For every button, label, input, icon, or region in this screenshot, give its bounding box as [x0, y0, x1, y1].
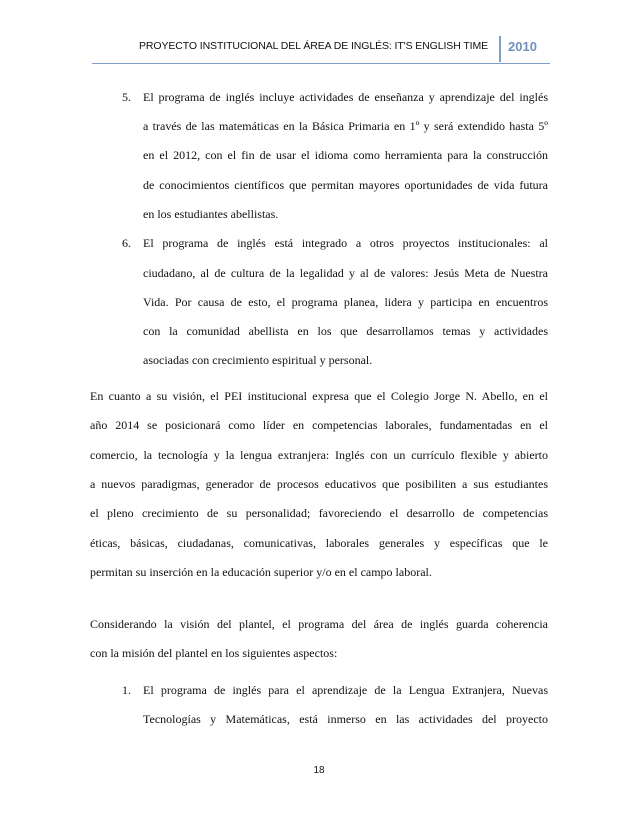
paragraph-line: En cuanto a su visión, el PEI institucional expresa que el Colegio Jorge N. Abello, en el: [90, 389, 548, 403]
list-item-line: Tecnologías y Matemáticas, está inmerso en las actividades del proyecto: [143, 712, 548, 726]
list-item-line: en los estudiantes abellistas.: [143, 207, 279, 221]
list-item-number: 5.: [122, 90, 131, 104]
list-item-number: 6.: [122, 236, 131, 250]
paragraph-line: a nuevos paradigmas, generador de procesos educativos que posibiliten a sus estudiantes: [90, 477, 548, 491]
paragraph-line: año 2014 se posicionará como líder en competencias laborales, fundamentadas en el: [90, 418, 548, 432]
paragraph-line: permitan su inserción en la educación superior y/o en el campo laboral.: [90, 565, 432, 579]
header-year: 2010: [508, 39, 537, 54]
paragraph-line: comercio, la tecnología y la lengua extranjera: Inglés con un currículo flexible y abierto: [90, 448, 548, 462]
paragraph-line: éticas, básicas, ciudadanas, comunicativas, laborales generales y específicas que le: [90, 536, 548, 550]
list-item-line: en el 2012, con el fin de usar el idioma como herramienta para la construcción: [143, 148, 548, 162]
list-item-line: asociadas con crecimiento espiritual y personal.: [143, 353, 373, 367]
list-item-line: El programa de inglés incluye actividades de enseñanza y aprendizaje del inglés: [143, 90, 548, 104]
list-item-line: ciudadano, al de cultura de la legalidad y al de valores: Jesús Meta de Nuestra: [143, 266, 548, 280]
paragraph-line: Considerando la visión del plantel, el programa del área de inglés guarda coherencia: [90, 617, 548, 631]
list-item-line: a través de las matemáticas en la Básica Primaria en 1º y será extendido hasta 5º: [143, 119, 548, 133]
list-item-line: El programa de inglés para el aprendizaje de la Lengua Extranjera, Nuevas: [143, 683, 548, 697]
header-title: PROYECTO INSTITUCIONAL DEL ÁREA DE INGLÉS: IT'S ENGLISH TIME: [139, 40, 489, 52]
header-rule: [92, 63, 550, 64]
paragraph-line: con la misión del plantel en los siguientes aspectos:: [90, 646, 338, 660]
header-separator: [499, 36, 501, 62]
paragraph-line: el pleno crecimiento de su personalidad; favoreciendo el desarrollo de competencias: [90, 506, 548, 520]
list-item-line: El programa de inglés está integrado a otros proyectos institucionales: al: [143, 236, 548, 250]
list-item-number: 1.: [122, 683, 131, 697]
list-item-line: de conocimientos científicos que permitan mayores oportunidades de vida futura: [143, 178, 548, 192]
list-item-line: con la comunidad abellista en los que desarrollamos temas y actividades: [143, 324, 548, 338]
list-item-line: Vida. Por causa de esto, el programa planea, lidera y participa en encuentros: [143, 295, 548, 309]
page-number: 18: [313, 765, 325, 776]
page-header: [92, 36, 550, 62]
